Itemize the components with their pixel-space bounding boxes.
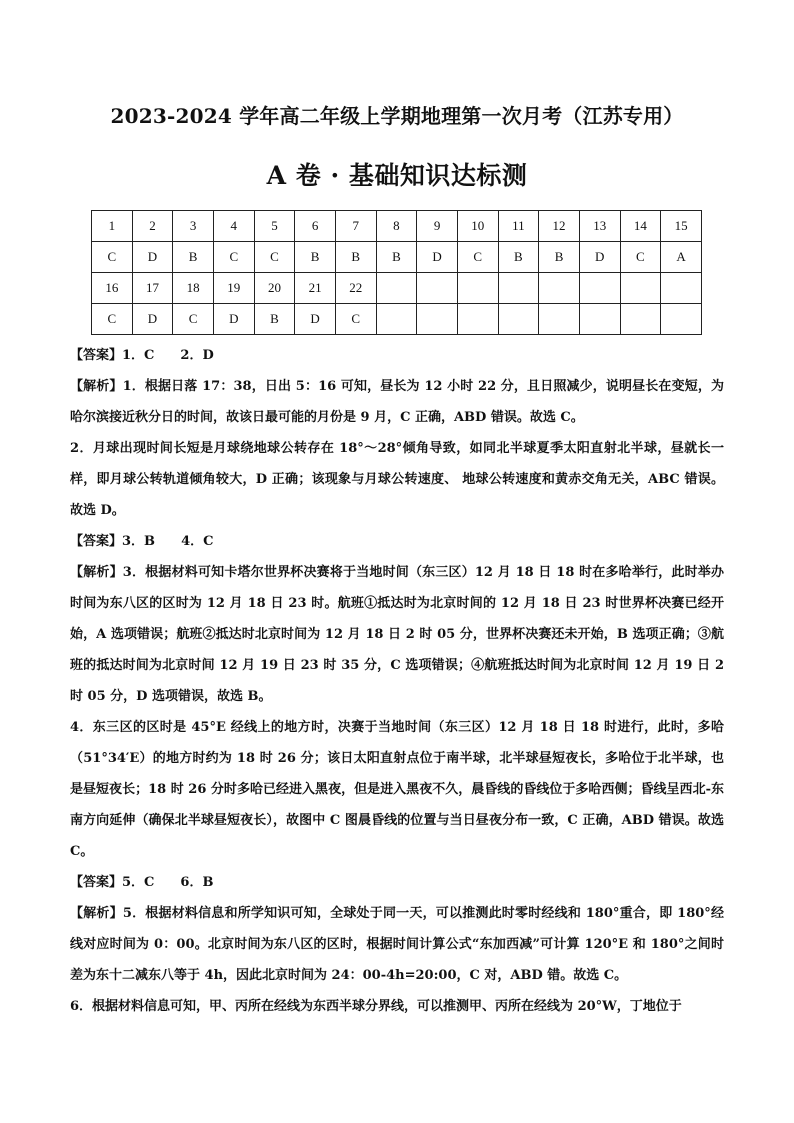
question-number-cell — [661, 273, 702, 304]
analysis-text: 3．根据材料可知卡塔尔世界杯决赛将于当地时间（东三区）12 月 18 日 18 时在多哈举行，此时举办时间为东八区的区时为 12 月 18 日 23 时。航班①抵达时为北京时间的 12 月 18 日 23 时世界杯决赛已经开始，A 选项错误；航班②抵达时北京时间为 12 月 18 日 2 时 05 分，世界杯决赛还未开始，B 选项正确；③航班的抵达时间为北京时间 12 月 19 日 23 时 35 分，C 选项错误；④航班抵达时间为北京时间 12 月 19 日 2 时 05 分，D 选项错误，故选 B。 — [70, 565, 724, 704]
answer-label: 【答案】 — [70, 875, 123, 890]
answer-label: 【答案】 — [70, 348, 123, 363]
answer-line-1 — [70, 340, 724, 371]
question-number-cell — [417, 273, 458, 304]
question-number-cell — [539, 273, 580, 304]
answer-cell: C — [335, 304, 376, 335]
answer-cell: B — [173, 242, 214, 273]
answer-item: 1．C — [122, 348, 155, 363]
analysis-label: 【解析】 — [70, 379, 123, 394]
answer-cell: B — [539, 242, 580, 273]
analysis-text: 5．根据材料信息和所学知识可知，全球处于同一天，可以推测此时零时经线和 180°重合，即 180°经线对应时间为 0：00。北京时间为东八区的区时，根据时间计算公式“东加西减”可计算 120°E 和 180°之间时差为东十二减东八等于 4h，因此北京时间为 24：00-4h=20:00，C 对，ABD 错。故选 C。 — [70, 906, 724, 983]
answer-cell: B — [376, 242, 417, 273]
question-number-cell: 3 — [173, 211, 214, 242]
answer-item: 4．C — [181, 534, 214, 549]
answer-cell: D — [295, 304, 336, 335]
question-number-cell — [579, 273, 620, 304]
analysis-paragraph — [70, 898, 724, 991]
answer-table-row — [92, 242, 702, 273]
answer-table-row — [92, 211, 702, 242]
analysis-text: 4．东三区的区时是 45°E 经线上的地方时，决赛于当地时间（东三区）12 月 18 日 18 时进行，此时，多哈（51°34′E）的地方时约为 18 时 26 分；该日太阳直射点位于南半球，北半球昼短夜长，多哈位于北半球，也是昼短夜长；18 时 26 分时多哈已经进入黑夜，但是进入黑夜不久，晨昏线的昏线位于多哈西侧；昏线呈西北-东南方向延伸（确保北半球昼短夜长），故图中 C 图晨昏线的位置与当日昼夜分布一致，C 正确，ABD 错误。故选 C。 — [70, 720, 724, 859]
question-number-cell: 11 — [498, 211, 539, 242]
answer-cell: B — [335, 242, 376, 273]
answer-cell: C — [620, 242, 661, 273]
page-subtitle: A 卷 · 基础知识达标测 — [266, 161, 528, 190]
answer-cell: D — [579, 242, 620, 273]
question-number-cell: 13 — [579, 211, 620, 242]
analysis-paragraph — [70, 433, 724, 526]
document-body — [70, 340, 724, 1022]
answer-item: 5．C — [122, 875, 155, 890]
answer-cell: D — [132, 242, 173, 273]
answer-cell — [620, 304, 661, 335]
analysis-text: 1．根据日落 17：38，日出 5：16 可知，昼长为 12 小时 22 分，且日照减少，说明昼长在变短，为哈尔滨接近秋分日的时间，故该日最可能的月份是 9 月，C 正确，ABD 错误。故选 C。 — [70, 379, 724, 425]
answer-cell — [417, 304, 458, 335]
question-number-cell: 7 — [335, 211, 376, 242]
analysis-paragraph — [70, 712, 724, 867]
question-number-cell: 22 — [335, 273, 376, 304]
answer-cell: B — [254, 304, 295, 335]
question-number-cell: 8 — [376, 211, 417, 242]
question-number-cell: 21 — [295, 273, 336, 304]
question-number-cell: 16 — [92, 273, 133, 304]
answer-cell — [579, 304, 620, 335]
answer-label: 【答案】 — [70, 534, 123, 549]
question-number-cell: 15 — [661, 211, 702, 242]
question-number-cell: 9 — [417, 211, 458, 242]
question-number-cell: 20 — [254, 273, 295, 304]
answer-table-row — [92, 304, 702, 335]
answer-cell: D — [132, 304, 173, 335]
answer-cell: C — [92, 304, 133, 335]
question-number-cell — [457, 273, 498, 304]
analysis-paragraph — [70, 371, 724, 433]
answer-cell — [498, 304, 539, 335]
question-number-cell — [498, 273, 539, 304]
question-number-cell: 14 — [620, 211, 661, 242]
page-title: 2023-2024 学年高二年级上学期地理第一次月考（江苏专用） — [110, 104, 684, 128]
answer-cell: C — [92, 242, 133, 273]
question-number-cell — [376, 273, 417, 304]
analysis-label: 【解析】 — [70, 565, 123, 580]
answer-cell — [457, 304, 498, 335]
answer-cell: D — [417, 242, 458, 273]
question-number-cell: 6 — [295, 211, 336, 242]
analysis-text: 2．月球出现时间长短是月球绕地球公转存在 18°～28°倾角导致，如同北半球夏季太阳直射北半球，昼就长一样，即月球公转轨道倾角较大，D 正确；该现象与月球公转速度、 地球公转速度和黄赤交角无关，ABC 错误。故选 D。 — [70, 441, 724, 518]
question-number-cell: 4 — [213, 211, 254, 242]
answer-item: 6．B — [180, 875, 214, 890]
answer-cell — [539, 304, 580, 335]
answer-cell: B — [295, 242, 336, 273]
question-number-cell: 12 — [539, 211, 580, 242]
analysis-paragraph — [70, 991, 724, 1022]
analysis-paragraph — [70, 557, 724, 712]
answer-cell: C — [457, 242, 498, 273]
answer-cell: D — [213, 304, 254, 335]
answer-table — [91, 210, 702, 335]
answer-table-row — [92, 273, 702, 304]
question-number-cell: 18 — [173, 273, 214, 304]
question-number-cell: 5 — [254, 211, 295, 242]
answer-cell — [376, 304, 417, 335]
answer-cell: A — [661, 242, 702, 273]
question-number-cell: 17 — [132, 273, 173, 304]
question-number-cell: 2 — [132, 211, 173, 242]
answer-line-2 — [70, 526, 724, 557]
question-number-cell: 19 — [213, 273, 254, 304]
answer-cell: B — [498, 242, 539, 273]
answer-cell — [661, 304, 702, 335]
analysis-label: 【解析】 — [70, 906, 123, 921]
analysis-text: 6．根据材料信息可知，甲、丙所在经线为东西半球分界线，可以推测甲、丙所在经线为 20°W，丁地位于 — [70, 999, 682, 1014]
answer-item: 2．D — [180, 348, 214, 363]
answer-cell: C — [254, 242, 295, 273]
answer-cell: C — [173, 304, 214, 335]
question-number-cell: 1 — [92, 211, 133, 242]
answer-item: 3．B — [122, 534, 156, 549]
question-number-cell: 10 — [457, 211, 498, 242]
answer-cell: C — [213, 242, 254, 273]
question-number-cell — [620, 273, 661, 304]
answer-line-3 — [70, 867, 724, 898]
